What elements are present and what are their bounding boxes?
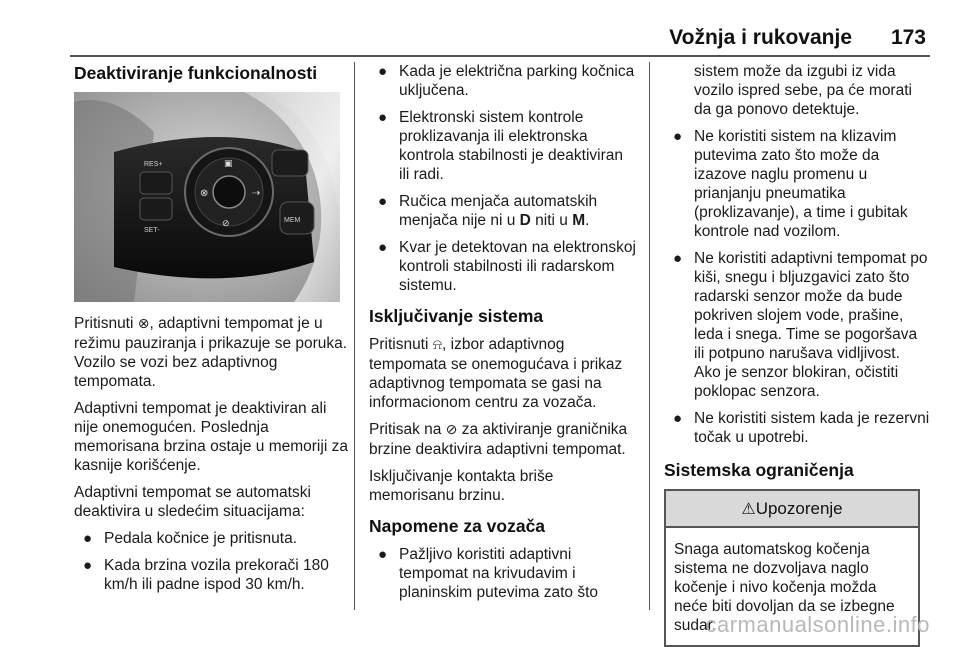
page-number: 173 [890, 26, 926, 49]
bullet-icon: ● [83, 557, 93, 574]
list-item: ● Ručica menjača automatskih menjača nije ni u D niti u M. [378, 193, 598, 229]
paragraph-ignition: Isključivanje kontakta briše memorisanu brzinu. [369, 468, 554, 504]
column-2 [369, 62, 637, 610]
bullet-icon: ● [673, 410, 683, 427]
speed-limiter-icon: ⊘ [445, 422, 458, 438]
watermark: carmanualsonline.info [705, 612, 930, 637]
svg-text:⊗: ⊗ [200, 188, 209, 199]
pause-icon: ⊗ [137, 316, 150, 332]
driver-notes-list-continued [664, 127, 930, 447]
cruise-off-icon: ⍾ [432, 337, 443, 353]
warning-body: Snaga automatskog kočenja sistema ne dozvoljava naglo kočenje i nivo kočenja možda neće biti dovoljan da se izbegne sudar. [674, 541, 895, 634]
warning-header [666, 491, 918, 528]
list-item: ● Pažljivo koristiti adaptivni tempomat na krivudavim i planinskim putevima zato što [378, 546, 599, 601]
list-item: ● Kada je električna parking kočnica uključena. [378, 63, 635, 99]
column-divider-1 [354, 62, 355, 610]
bullet-icon: ● [378, 63, 388, 80]
bullet-icon: ● [83, 530, 93, 547]
list-item: ● Pedala kočnice je pritisnuta. [83, 530, 298, 547]
heading-switch-off: Isključivanje sistema [369, 306, 544, 326]
paragraph-limiter: Pritisak na ⊘ za aktiviranje graničnika brzine deaktivira adaptivni tempomat. [369, 421, 628, 458]
svg-text:⊘: ⊘ [222, 219, 230, 229]
header-rule [70, 55, 930, 57]
svg-text:⇢: ⇢ [252, 188, 261, 199]
steering-wheel-controls-figure [74, 92, 340, 302]
bullet-icon: ● [378, 239, 388, 256]
set-button-label: SET- [144, 227, 160, 234]
svg-text:▣: ▣ [224, 159, 233, 169]
list-item: ● Ne koristiti adaptivni tempomat po kiši, snegu i bljuzgavici zato što radarski senzor može da bude pokriven slojem vode, prašine, leda i snega. Time se pogoršava ili potpuno narušava vidljivost. Ako je senzor blokiran, očistiti poklopac senzora. [673, 250, 928, 400]
warning-title: Upozorenje [755, 499, 843, 518]
bullet-icon: ● [378, 193, 388, 210]
warning-icon: ⚠ [741, 499, 756, 518]
column-divider-2 [649, 62, 650, 610]
bullet-icon: ● [378, 109, 388, 126]
heading-deactivate: Deaktiviranje funkcionalnosti [74, 63, 318, 83]
paragraph-pause: Pritisnuti ⊗, adaptivni tempomat je u režimu pauziranja i prikazuje se poruka. Vozilo se vozi bez adaptivnog tempomata. [74, 315, 348, 390]
page-header [70, 26, 930, 52]
section-title: Vožnja i rukovanje [669, 26, 852, 49]
mem-button-label: MEM [284, 217, 301, 224]
paragraph-auto-deactivate: Adaptivni tempomat se automatski deaktivira u sledećim situacijama: [74, 484, 311, 520]
auto-deactivate-list-continued [369, 62, 637, 295]
list-item: ● Kvar je detektovan na elektronskoj kontroli stabilnosti ili radarskom sistemu. [378, 239, 636, 294]
paragraph-switch-off: Pritisnuti ⍾, izbor adaptivnog tempomata se onemogućava i prikaz adaptivnog tempomata se gasi na informacionom centru za vozača. [369, 336, 623, 411]
heading-system-limits: Sistemska ograničenja [664, 460, 854, 480]
bullet-icon: ● [673, 128, 683, 145]
driver-notes-list [369, 545, 637, 602]
heading-driver-notes: Napomene za vozača [369, 516, 546, 536]
list-item: ● Ne koristiti sistem na klizavim putevima zato što može da izazove naglu promenu u prianjanju pneumatika (proklizavanje), a time i gubitak kontrole nad vozilom. [673, 128, 908, 240]
paragraph-deactivated: Adaptivni tempomat je deaktiviran ali nije onemogućen. Poslednja memorisana brzina ostaje u memoriji za kasnije korišćenje. [74, 400, 348, 474]
bullet-icon: ● [378, 546, 388, 563]
paragraph-continued: sistem može da izgubi iz vida vozilo ispred sebe, pa će morati da ga ponovo detektuje. [694, 63, 912, 118]
bullet-icon: ● [673, 250, 683, 267]
list-item: ● Elektronski sistem kontrole proklizavanja ili elektronska kontrola stabilnosti je deaktiviran ili radi. [378, 109, 624, 183]
list-item: ● Ne koristiti sistem kada je rezervni točak u upotrebi. [673, 410, 930, 446]
list-item: ● Kada brzina vozila prekorači 180 km/h ili padne ispod 30 km/h. [83, 557, 329, 593]
auto-deactivate-list [74, 529, 350, 594]
column-3 [664, 62, 930, 647]
res-button-label: RES+ [144, 161, 163, 168]
column-1 [74, 62, 350, 602]
